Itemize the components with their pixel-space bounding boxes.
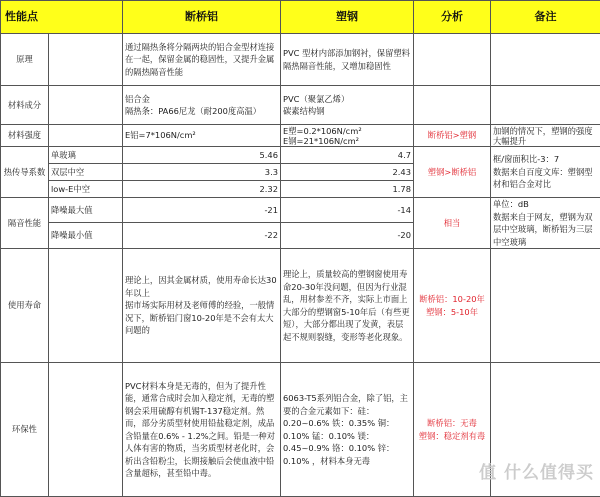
analysis-cell: 断桥铝：10-20年 塑钢：5-10年 — [414, 249, 491, 363]
alu-value: 5.46 — [123, 147, 281, 164]
row-label: 材料强度 — [1, 125, 49, 147]
watermark-logo: 值 什么值得买 — [479, 458, 594, 483]
analysis-cell: 断桥铝：无毒 塑钢：稳定剂有毒 — [414, 363, 491, 497]
note-cell: 单位：dB 数据来自于网友，塑钢为双层中空玻璃，断桥铝为三层中空玻璃 — [491, 198, 600, 249]
alu-cell: E铝=7*106N/cm² — [123, 125, 281, 147]
pvc-cell: E塑=0.2*106N/cm² E钢=21*106N/cm² — [281, 125, 414, 147]
pvc-value: -20 — [281, 222, 414, 248]
sub-label: 降噪最小值 — [49, 222, 123, 248]
alu-value: 3.3 — [123, 164, 281, 181]
row-label: 热传导系数 — [1, 147, 49, 198]
empty-cell — [49, 125, 123, 147]
table-row — [1, 34, 600, 86]
pvc-value: -14 — [281, 198, 414, 223]
alu-cell: 理论上，因其金属材质，使用寿命长达30年以上 据市场实际用材及老师傅的经验，一般情况下，断桥铝门窗10-20年是不会有太大问题的 — [123, 249, 281, 363]
row-label: 使用寿命 — [1, 249, 49, 363]
alu-cell: 通过隔热条将分隔两块的铝合金型材连接在一起，保留金属的稳固性，又提升金属的隔热隔音性能 — [123, 34, 281, 86]
empty-cell — [414, 86, 491, 125]
empty-cell — [491, 86, 600, 125]
alu-value: -22 — [123, 222, 281, 248]
empty-cell — [49, 363, 123, 497]
note-cell: 框/窗面积比-3：7 数据来自百度文库：塑钢型材和铝合金对比 — [491, 147, 600, 198]
alu-cell: PVC材料本身是无毒的，但为了提升性能，通常合成时会加入稳定剂，无毒的塑钢会采用硫醇有机锡T-137稳定剂。然而，部分劣质型材使用铅盐稳定剂，成品含铅量在0.6% - 1.2%之间。铅是一种对人体有害的物质，当劣质型材老化时，会析出含铅粉尘，长期接触后会使血液中铅含量超标，甚至铅中毒。 — [123, 363, 281, 497]
pvc-value: 4.7 — [281, 147, 414, 164]
sub-label: low-E中空 — [49, 181, 123, 198]
alu-cell: 铝合金 隔热条：PA66尼龙（耐200度高温） — [123, 86, 281, 125]
note-cell: 加钢的情况下，塑钢的强度大幅提升 — [491, 125, 600, 147]
pvc-cell: 理论上，质量较高的塑钢窗使用寿命20-30年没问题，但因为行业混乱，用材参差不齐，实际上市面上大部分的塑钢窗5-10年后（有些更短），大部分都出现了发黄，表层起不规则裂缝，变形等老化现象。 — [281, 249, 414, 363]
empty-cell — [49, 34, 123, 86]
pvc-value: 2.43 — [281, 164, 414, 181]
row-label: 隔音性能 — [1, 198, 49, 249]
table-row — [1, 147, 600, 164]
pvc-value: 1.78 — [281, 181, 414, 198]
row-label: 原理 — [1, 34, 49, 86]
sub-label: 单玻璃 — [49, 147, 123, 164]
header-pvc: 塑钢 — [281, 1, 414, 34]
pvc-cell: PVC（聚氯乙烯） 碳素结构钢 — [281, 86, 414, 125]
analysis-cell: 相当 — [414, 198, 491, 249]
table-row — [1, 249, 600, 363]
row-label: 材料成分 — [1, 86, 49, 125]
empty-cell — [414, 34, 491, 86]
header-analysis: 分析 — [414, 1, 491, 34]
pvc-cell: 6063-T5系列铝合金，除了铝，主要的合金元素如下：硅：0.20~0.6% 铁：0.35% 铜：0.10% 锰：0.10% 镁：0.45~0.9% 铬：0.10% 锌：0.10% ，材料本身无毒 — [281, 363, 414, 497]
table-row — [1, 198, 600, 223]
empty-cell — [49, 249, 123, 363]
pvc-cell: PVC 型材内部添加钢衬，保留塑料隔热隔音性能，又增加稳固性 — [281, 34, 414, 86]
table-row — [1, 125, 600, 147]
header-alu: 断桥铝 — [123, 1, 281, 34]
alu-value: 2.32 — [123, 181, 281, 198]
empty-cell — [49, 86, 123, 125]
header-feature: 性能点 — [1, 1, 123, 34]
header-note: 备注 — [491, 1, 600, 34]
empty-cell — [491, 249, 600, 363]
alu-value: -21 — [123, 198, 281, 223]
sub-label: 降噪最大值 — [49, 198, 123, 223]
analysis-cell: 塑钢>断桥铝 — [414, 147, 491, 198]
empty-cell — [491, 34, 600, 86]
sub-label: 双层中空 — [49, 164, 123, 181]
table-row — [1, 86, 600, 125]
row-label: 环保性 — [1, 363, 49, 497]
header-row — [1, 1, 600, 34]
analysis-cell: 断桥铝>塑钢 — [414, 125, 491, 147]
